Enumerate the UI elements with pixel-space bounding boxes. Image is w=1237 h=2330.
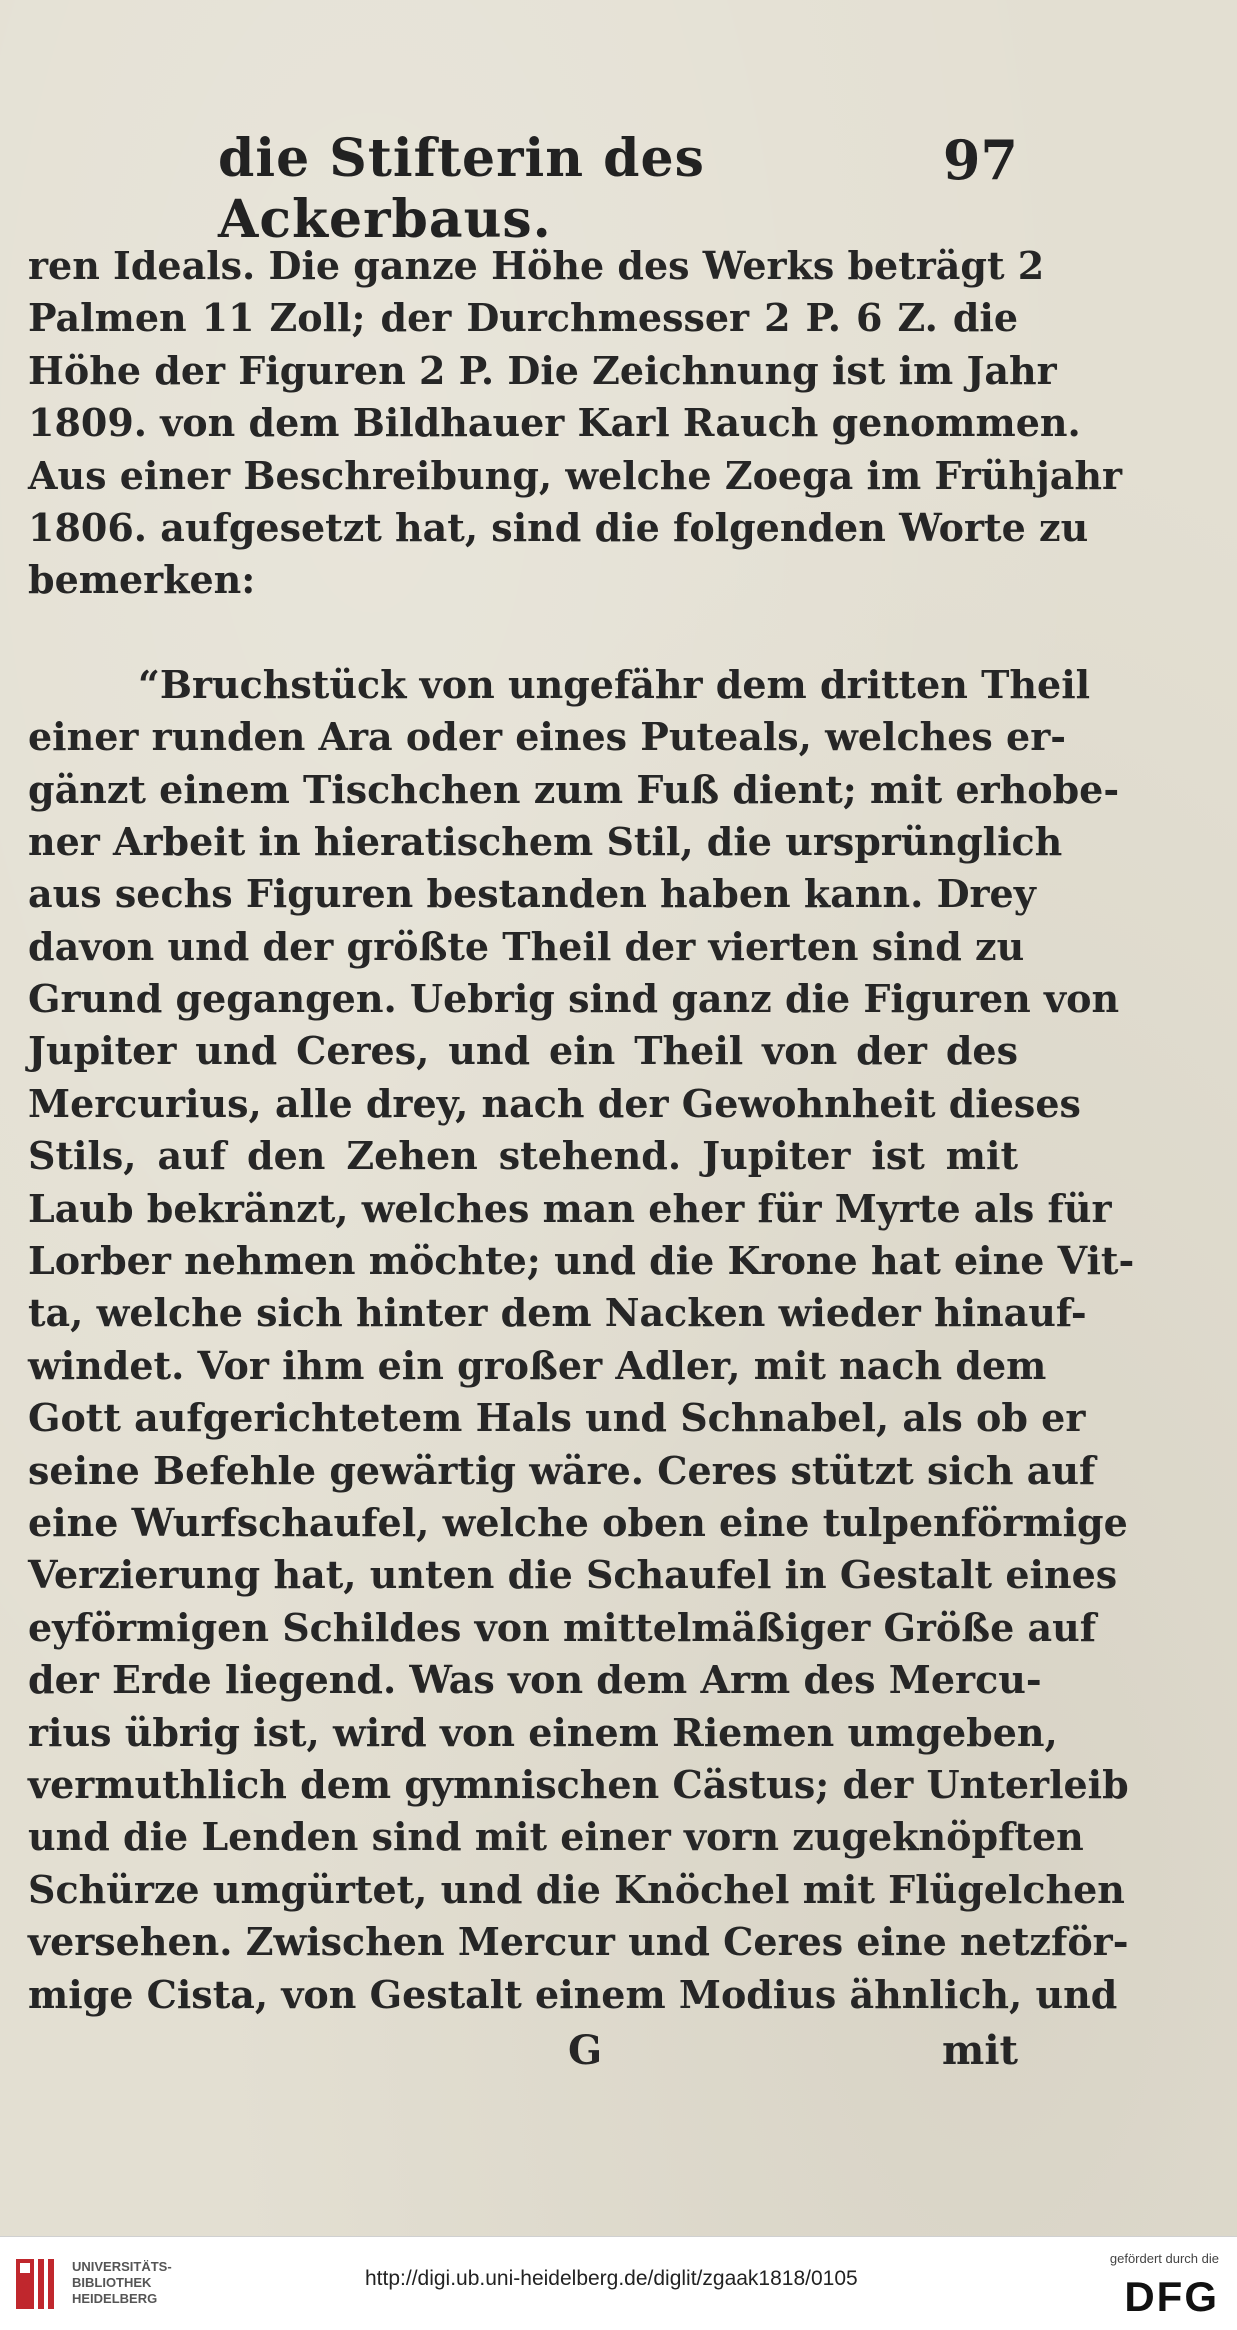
text-line: Mercurius, alle drey, nach der Gewohnheit dieses: [28, 1080, 1081, 1126]
text-line: vermuthlich dem gymnischen Cästus; der Unterleib: [28, 1761, 1129, 1807]
text-line: Palmen 11 Zoll; der Durchmesser 2 P. 6 Z. die: [28, 295, 1018, 341]
text-line: Grund gegangen. Uebrig sind ganz die Figuren von: [28, 976, 1120, 1022]
text-line: “Bruchstück von ungefähr dem dritten Theil: [138, 661, 1091, 707]
library-name-line: UNIVERSITÄTS-: [72, 2259, 172, 2274]
text-line: Aus einer Beschreibung, welche Zoega im Frühjahr: [28, 452, 1123, 498]
text-line: 1806. aufgesetzt hat, sind die folgenden Worte zu: [28, 504, 1089, 550]
text-line: Laub bekränzt, welches man eher für Myrte als für: [28, 1185, 1112, 1231]
library-name-line: HEIDELBERG: [72, 2291, 158, 2306]
text-line: einer runden Ara oder eines Puteals, welches er-: [28, 714, 1066, 760]
text-line: versehen. Zwischen Mercur und Ceres eine netzför-: [28, 1919, 1129, 1965]
text-line: eine Wurfschaufel, welche oben eine tulpenförmige: [28, 1499, 1128, 1545]
page-foot: [28, 2027, 1018, 2087]
body-text: [28, 240, 1135, 2087]
running-title: die Stifterin des Ackerbaus.: [218, 128, 705, 250]
text-line: seine Befehle gewärtig wäre. Ceres stützt sich auf: [28, 1447, 1096, 1493]
text-line: davon und der größte Theil der vierten sind zu: [28, 923, 1025, 969]
text-line: Jupiter und Ceres, und ein Theil von der des: [28, 1028, 1018, 1074]
signature-mark: G: [568, 2026, 603, 2074]
text-line: ner Arbeit in hieratischem Stil, die ursprünglich: [28, 818, 1063, 864]
paragraph-gap: [28, 607, 1018, 659]
funding-label: gefördert durch die: [1109, 2251, 1219, 2266]
library-name[interactable]: [72, 2259, 172, 2307]
text-line: und die Lenden sind mit einer vorn zugeknöpften: [28, 1814, 1084, 1860]
text-line: 1809. von dem Bildhauer Karl Rauch genommen.: [28, 400, 1081, 446]
page-header: [28, 128, 1018, 250]
text-line: bemerken:: [28, 557, 256, 603]
text-line: Höhe der Figuren 2 P. Die Zeichnung ist im Jahr: [28, 347, 1057, 393]
page-number: 97: [942, 128, 1018, 192]
text-line: Lorber nehmen möchte; und die Krone hat eine Vit-: [28, 1238, 1135, 1284]
text-line: windet. Vor ihm ein großer Adler, mit nach dem: [28, 1342, 1047, 1388]
dfg-logo[interactable]: DFG: [1124, 2273, 1219, 2320]
text-line: Verzierung hat, unten die Schaufel in Gestalt eines: [28, 1552, 1118, 1598]
permalink-url[interactable]: http://digi.ub.uni-heidelberg.de/diglit/zgaak1818/0105: [365, 2267, 858, 2290]
text-line: aus sechs Figuren bestanden haben kann. Drey: [28, 871, 1036, 917]
text-line: Schürze umgürtet, und die Knöchel mit Flügelchen: [28, 1866, 1125, 1912]
text-line: rius übrig ist, wird von einem Riemen umgeben,: [28, 1709, 1058, 1755]
text-line: gänzt einem Tischchen zum Fuß dient; mit erhobe-: [28, 766, 1120, 812]
viewer-footer: [0, 2236, 1237, 2330]
text-line: ren Ideals. Die ganze Höhe des Werks beträgt 2: [28, 243, 1045, 288]
text-line: Gott aufgerichtetem Hals und Schnabel, als ob er: [28, 1395, 1086, 1441]
text-line: eyförmigen Schildes von mittelmäßiger Größe auf: [28, 1604, 1097, 1650]
text-line: der Erde liegend. Was von dem Arm des Mercu-: [28, 1657, 1042, 1703]
library-name-line: BIBLIOTHEK: [72, 2275, 152, 2290]
text-line: Stils, auf den Zehen stehend. Jupiter ist mit: [28, 1133, 1018, 1179]
text-line: mige Cista, von Gestalt einem Modius ähnlich, und: [28, 1971, 1118, 2017]
catchword: mit: [942, 2026, 1018, 2074]
text-line: ta, welche sich hinter dem Nacken wieder hinauf-: [28, 1290, 1087, 1336]
university-library-logo-icon[interactable]: [14, 2255, 62, 2313]
